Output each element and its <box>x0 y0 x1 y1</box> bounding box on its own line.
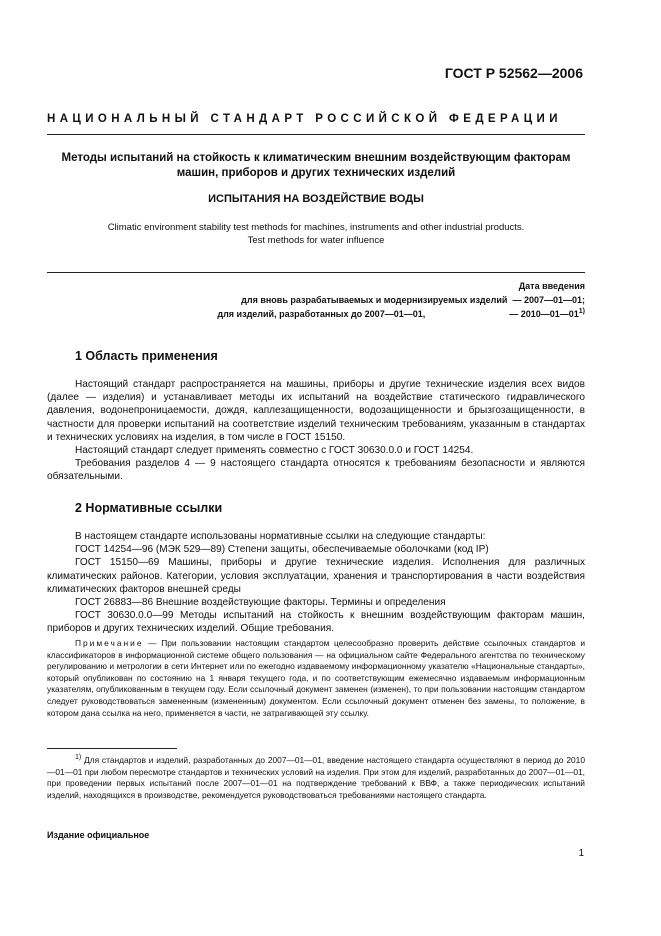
section-1-paragraph-3: Требования разделов 4 — 9 настоящего стандарта относятся к требованиям безопасности и являются обязательными. <box>47 458 585 483</box>
note-text: — При пользовании настоящим стандартом целесообразно проверить действие ссылочных стандартов и классификаторов в информационной системе общего пользования — на официальном сайте Федерального агентства по техническому регулированию и метрологии в сети Интернет или по ежегодно издаваемому информационному указателю «Национальные стандарты», который опубликован по состоянию на 1 января текущего года, и по соответствующим ежемесячно издаваемым информационным указателям, опубликованным в текущем году. Если ссылочный документ заменен (изменен), то при пользовании настоящим стандартом следует руководствоваться замененным (измененным) документом. Если ссылочный документ отменен без замены, то положение, в котором дана ссылка на него, применяется в части, не затрагивающей эту ссылку. <box>47 638 585 718</box>
english-title-line-1: Climatic environment stability test methods for machines, instruments and other industrial products. <box>107 222 525 233</box>
introduction-date-block <box>190 279 585 321</box>
title-line-1: Методы испытаний на стойкость к климатическим внешним воздействующим факторам <box>61 152 571 164</box>
section-1-body <box>47 378 585 484</box>
introduction-label-new: для вновь разрабатываемых и модернизируемых изделий <box>241 295 508 305</box>
section-2-reference-15150: ГОСТ 15150—69 Машины, приборы и другие технические изделия. Исполнения для различных климатических районов. Категории, условия эксплуатации, хранения и транспортирования в части воздействия климатических факторов внешней среды <box>47 557 585 595</box>
header-rule <box>47 134 585 135</box>
footnote-rule <box>47 748 177 749</box>
document-title <box>47 151 585 181</box>
edition-label: Издание официальное <box>47 830 150 840</box>
section-1-heading: 1 Область применения <box>75 349 218 363</box>
note-label: Примечание <box>75 638 144 648</box>
section-1-paragraph-1: Настоящий стандарт распространяется на машины, приборы и другие технические изделия всех видов (далее — изделия) и устанавливает методы их испытаний на воздействие статического гидравлического давления, водонепроницаемости, дождя, каплезащищенности, водозащищенности и брызгозащищенности, в частности для проверки испытаний на соответствие изделий техническим требованиям, указанным в стандартах и технических условиях на изделия, в том числе в ГОСТ 15150. <box>47 379 585 443</box>
section-2-reference-14254: ГОСТ 14254—96 (МЭК 529—89) Степени защиты, обеспечиваемые оболочками (код IP) <box>75 544 489 556</box>
footnote-ref: 1) <box>578 308 585 315</box>
footnote-mark: 1) <box>75 754 82 762</box>
section-2-heading: 2 Нормативные ссылки <box>75 501 223 515</box>
introduction-date-old: — 2010—01—01 <box>509 309 579 319</box>
english-title <box>47 221 585 247</box>
national-standard-banner: НАЦИОНАЛЬНЫЙ СТАНДАРТ РОССИЙСКОЙ ФЕДЕРАЦИИ <box>47 113 562 125</box>
standard-code: ГОСТ Р 52562—2006 <box>444 65 583 81</box>
document-subtitle: ИСПЫТАНИЯ НА ВОЗДЕЙСТВИЕ ВОДЫ <box>208 193 424 205</box>
section-2-note <box>47 638 585 719</box>
section-1-paragraph-2: Настоящий стандарт следует применять совместно с ГОСТ 30630.0.0 и ГОСТ 14254. <box>75 445 474 457</box>
section-2-body <box>47 530 585 636</box>
english-title-line-2: Test methods for water influence <box>247 235 385 246</box>
introduction-date-row-new <box>190 293 585 307</box>
section-2-reference-26883: ГОСТ 26883—86 Внешние воздействующие факторы. Термины и определения <box>75 597 446 609</box>
title-rule <box>47 272 585 273</box>
section-2-reference-30630: ГОСТ 30630.0.0—99 Методы испытаний на стойкость к внешним воздействующим факторам машин, приборов и других технических изделий. Общие требования. <box>47 610 585 635</box>
introduction-date-new: — 2007—01—01; <box>512 295 585 305</box>
introduction-date-row-old <box>190 307 585 321</box>
section-2-paragraph-1: В настоящем стандарте использованы нормативные ссылки на следующие стандарты: <box>75 531 486 542</box>
introduction-date-heading: Дата введения <box>518 281 585 291</box>
title-line-2: машин, приборов и других технических изделий <box>176 167 456 179</box>
footnote-text: Для стандартов и изделий, разработанных до 2007—01—01, введение настоящего стандарта осуществляют в период до 2010—01—01 при любом пересмотре стандартов и технических условий на изделия. При этом для изделий, разработанных до 2007—01—01, при проведении первых испытаний после 2007—01—01 на подтверждение требований к ВВФ, а также периодических испытаний изделий, находящихся в производстве, рекомендуется руководствоваться требованиями настоящего стандарта. <box>47 755 585 800</box>
footnote <box>47 755 585 801</box>
page-number: 1 <box>578 848 584 859</box>
introduction-label-old: для изделий, разработанных до 2007—01—01, <box>217 309 426 319</box>
